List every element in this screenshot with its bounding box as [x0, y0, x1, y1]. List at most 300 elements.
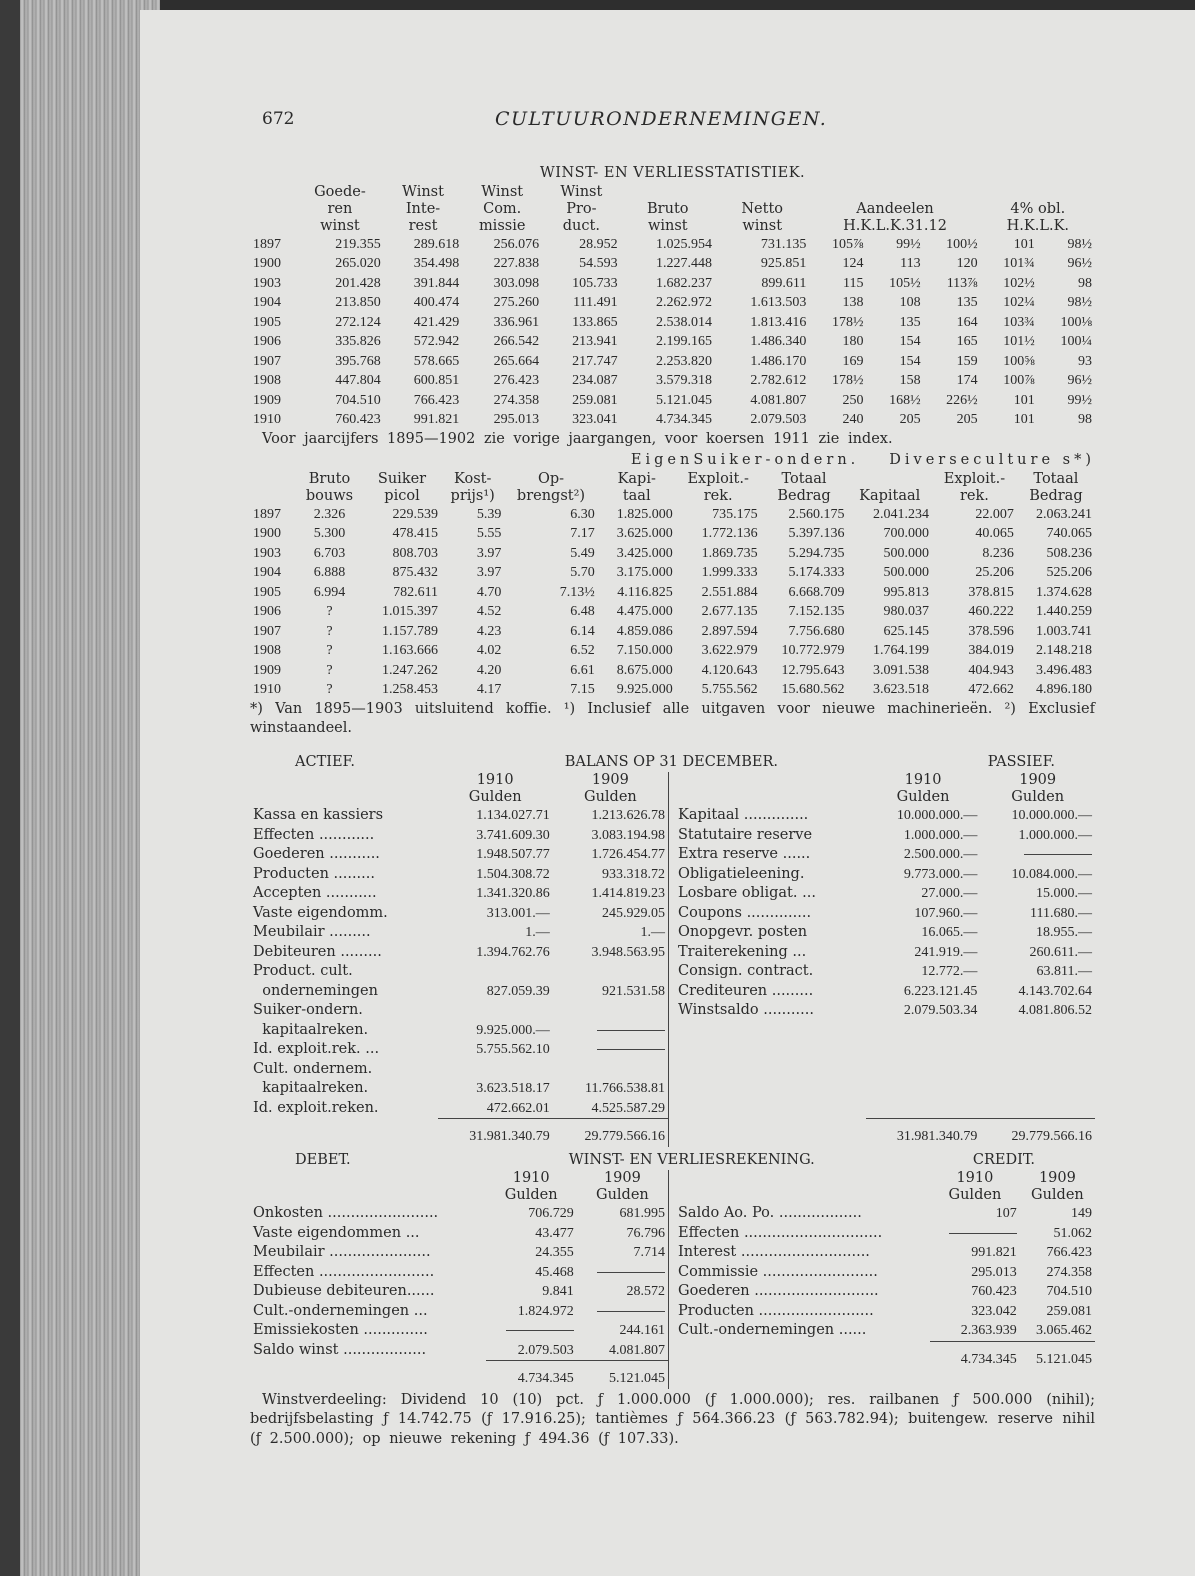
ledger-row	[250, 962, 668, 982]
amount-cell: 1.726.454.77	[591, 847, 665, 862]
amount-cell	[577, 1263, 668, 1283]
value-cell: 259.081	[572, 392, 618, 408]
value-cell: 219.355	[335, 236, 381, 252]
value-cell: 508.236	[1046, 545, 1092, 561]
amount-cell: 1.213.626.78	[591, 808, 665, 823]
amount-cell: 933.318.72	[602, 866, 665, 882]
value-cell: 336.961	[493, 314, 540, 330]
value-cell: 105⅞	[831, 236, 864, 252]
value-cell: 169	[842, 353, 864, 369]
unit-header: Gulden	[596, 1187, 649, 1203]
value-cell: 101	[1013, 412, 1035, 427]
value-cell: 6.48	[570, 604, 595, 619]
amount-cell: 766.423	[1046, 1245, 1092, 1260]
sugar-col-header: Op-	[537, 470, 565, 487]
value-cell: 295.013	[493, 412, 540, 427]
value-cell: 6.888	[313, 565, 346, 580]
unit-header: Gulden	[468, 789, 522, 805]
amount-cell: 4.143.702.64	[1018, 983, 1092, 999]
value-cell: 250	[842, 392, 864, 408]
value-cell: 6.30	[570, 506, 595, 522]
value-cell: 6.61	[570, 662, 595, 678]
sugar-col-header: Kost-	[454, 470, 492, 487]
stats-row	[250, 371, 1095, 391]
stats-col-header: Com.	[483, 200, 522, 217]
value-cell: 760.423	[335, 412, 381, 427]
sugar-col-header: Totaal	[1033, 470, 1079, 487]
ledger-row	[250, 826, 668, 846]
amount-cell: 16.065.—	[921, 925, 978, 940]
value-cell: 323.041	[572, 412, 618, 427]
value-cell: 201.428	[335, 275, 381, 291]
row-label: Accepten ...........	[253, 885, 377, 901]
value-cell: 22.007	[975, 506, 1014, 522]
unit-header: Gulden	[584, 789, 637, 805]
stats-col-header: winst	[647, 217, 688, 234]
amount-cell: 3.741.609.30	[476, 827, 550, 843]
ledger-row	[675, 904, 1095, 924]
year-cell: 1906	[253, 334, 281, 349]
amount-cell: 149	[1071, 1206, 1092, 1221]
sugar-col-header: Totaal	[781, 470, 827, 487]
amount-cell: 63.811.—	[1036, 964, 1092, 979]
value-cell: 2.253.820	[655, 353, 712, 369]
ledger-row	[675, 1001, 1095, 1021]
year-cell: 1910	[253, 412, 281, 427]
value-cell: 1.764.199	[873, 643, 930, 658]
value-cell: 354.498	[413, 256, 460, 271]
value-cell: 991.821	[413, 412, 460, 427]
year-cell: 1897	[253, 506, 281, 522]
value-cell: 6.994	[313, 584, 346, 600]
ledger-row	[675, 982, 1095, 1002]
total-1910: 31.981.340.79	[866, 1118, 981, 1146]
value-cell: 378.596	[968, 623, 1014, 639]
value-cell: 391.844	[413, 275, 460, 291]
row-label: Winstsaldo ...........	[678, 1002, 814, 1018]
row-label: Crediteuren .........	[678, 982, 814, 999]
value-cell: 4.17	[476, 682, 502, 697]
value-cell: 525.206	[1046, 565, 1092, 580]
value-cell: 25.206	[975, 565, 1014, 580]
amount-cell: 1.414.819.23	[591, 886, 665, 901]
sugar-col-header: Kapitaal	[859, 487, 921, 504]
row-label: Extra reserve ......	[678, 846, 811, 862]
value-cell: 3.97	[476, 565, 502, 580]
amount-cell: 4.525.587.29	[591, 1100, 665, 1116]
amount-cell: 5.755.562.10	[476, 1042, 550, 1057]
amount-cell: 28.572	[626, 1284, 665, 1299]
row-label: Onopgevr. posten	[678, 924, 808, 940]
value-cell: 472.662	[968, 682, 1014, 697]
value-cell: 1.613.503	[750, 295, 807, 310]
nil-dash	[597, 1030, 665, 1031]
ledger-row	[250, 1224, 668, 1244]
year-header: 1909	[1019, 772, 1057, 788]
stats-row	[250, 313, 1095, 333]
value-cell: 98½	[1067, 295, 1092, 310]
value-cell: 5.397.136	[788, 526, 845, 541]
stats-col-header: duct.	[562, 217, 600, 234]
value-cell: 875.432	[392, 565, 439, 580]
row-label: Statutaire reserve	[678, 826, 813, 843]
value-cell: 135	[956, 295, 978, 310]
value-cell: 275.260	[493, 295, 540, 310]
amount-cell: 51.062	[1053, 1225, 1092, 1241]
value-cell: 7.15	[570, 682, 595, 697]
value-cell: 8.236	[982, 545, 1014, 561]
total-row	[250, 1361, 668, 1389]
value-cell: 1.869.735	[701, 545, 758, 561]
amount-cell	[438, 962, 553, 982]
sugar-row	[250, 622, 1095, 642]
sugar-row	[250, 661, 1095, 681]
ledger-row	[250, 1321, 668, 1341]
ledger-row	[675, 826, 1095, 846]
amount-cell: 3.948.563.95	[591, 944, 665, 960]
value-cell: 4.475.000	[616, 604, 673, 619]
value-cell: 400.474	[413, 295, 460, 310]
value-cell: 213.941	[572, 334, 618, 349]
value-cell: 100⅝	[1003, 353, 1035, 369]
value-cell: 115	[843, 275, 864, 291]
book-page	[140, 10, 1195, 1576]
pnl-title: WINST- EN VERLIESREKENING.	[568, 1151, 815, 1168]
value-cell: 272.124	[335, 314, 381, 330]
value-cell: 274.358	[493, 392, 540, 408]
sugar-col-header: Bedrag	[777, 487, 831, 504]
row-label: Onkosten ........................	[253, 1205, 439, 1221]
amount-cell: 760.423	[971, 1284, 1017, 1299]
value-cell: 135	[899, 314, 921, 330]
stats-col-header: missie	[478, 217, 526, 234]
value-cell: 925.851	[760, 256, 807, 271]
stats-col-header: 4% obl.	[1010, 200, 1066, 217]
row-label: Cult.-ondernemingen ......	[678, 1322, 867, 1339]
amount-cell: 274.358	[1046, 1264, 1092, 1280]
sugar-col-header: Exploit.-	[943, 470, 1006, 487]
value-cell: 2.551.884	[701, 584, 758, 600]
year-header: 1909	[603, 1170, 641, 1186]
stats-col-header: Winst	[481, 183, 524, 200]
value-cell: 3.623.518	[873, 682, 930, 697]
value-cell: ?	[326, 623, 333, 639]
sugar-col-header: brengst²)	[516, 487, 586, 504]
amount-cell: 1.—	[640, 925, 665, 940]
year-cell: 1903	[253, 545, 281, 561]
year-header: 1909	[591, 772, 629, 788]
amount-cell: 1.—	[525, 925, 550, 940]
row-label: Kapitaal ..............	[678, 807, 809, 823]
row-label: Debiteuren .........	[253, 943, 382, 960]
amount-cell: 1.000.000.—	[903, 827, 978, 843]
amount-cell: 260.611.—	[1029, 944, 1092, 960]
value-cell: 2.262.972	[655, 295, 712, 310]
value-cell: 289.618	[413, 236, 460, 252]
ledger-row	[250, 1302, 668, 1322]
total-1910: 31.981.340.79	[438, 1119, 553, 1147]
ledger-row	[250, 1060, 668, 1080]
value-cell: 158	[899, 373, 921, 388]
value-cell: 113	[900, 256, 921, 271]
sugar-col-header: Bruto	[308, 470, 351, 487]
stats-col-header	[715, 184, 809, 201]
value-cell: 99½	[896, 236, 921, 252]
sugar-col-header	[847, 471, 932, 488]
value-cell: 378.815	[968, 584, 1014, 600]
nil-dash	[949, 1233, 1017, 1234]
row-label: Id. exploit.rek. ...	[253, 1041, 380, 1057]
ledger-row	[675, 943, 1095, 963]
row-label: Vaste eigendomm.	[253, 904, 388, 921]
stats-col-header: winst	[742, 217, 783, 234]
stats-note: Voor jaarcijfers 1895—1902 zie vorige jaargangen, voor koersen 1911 zie index.	[262, 430, 893, 447]
value-cell: 227.838	[493, 256, 540, 271]
value-cell: 1.825.000	[616, 506, 673, 522]
amount-cell: 6.223.121.45	[903, 983, 978, 999]
sugar-row	[250, 583, 1095, 603]
value-cell: 111.491	[573, 295, 618, 310]
value-cell: ?	[326, 662, 333, 678]
amount-cell: 1.134.027.71	[476, 808, 550, 823]
year-cell: 1908	[253, 373, 281, 388]
unit-header: Gulden	[948, 1187, 1002, 1203]
value-cell: 103¾	[1003, 314, 1035, 330]
value-cell: 7.152.135	[788, 604, 845, 619]
value-cell: 1.999.333	[701, 565, 758, 580]
ledger-row	[675, 1263, 1095, 1283]
value-cell: 808.703	[392, 545, 439, 561]
sugar-col-header: taal	[622, 487, 651, 504]
year-cell: 1903	[253, 275, 281, 291]
ledger-row	[250, 1282, 668, 1302]
value-cell: 5.55	[476, 526, 502, 541]
balance-heading	[250, 753, 1095, 773]
amount-cell: 12.772.—	[921, 964, 978, 979]
row-label: Cult. ondernem.	[253, 1060, 373, 1077]
value-cell: 704.510	[335, 392, 381, 408]
value-cell: 2.897.594	[701, 623, 758, 639]
year-cell: 1904	[253, 295, 281, 310]
year-cell: 1904	[253, 565, 281, 580]
ledger-row	[250, 1040, 668, 1060]
value-cell: 7.150.000	[616, 643, 673, 658]
stats-col-header: Inte-	[405, 200, 441, 217]
value-cell: 113⅞	[946, 275, 978, 291]
amount-cell: 991.821	[971, 1245, 1017, 1260]
amount-cell: 1.341.320.86	[476, 886, 550, 901]
row-label: Effecten ............	[253, 826, 375, 843]
year-cell: 1907	[253, 623, 281, 639]
value-cell: 404.943	[968, 662, 1014, 678]
value-cell: 180	[842, 334, 864, 349]
value-cell: 205	[899, 412, 921, 427]
value-cell: 102½	[1003, 275, 1035, 291]
sugar-table	[250, 471, 1095, 700]
year-cell: 1900	[253, 256, 281, 271]
amount-cell	[438, 1001, 553, 1021]
credit-table	[675, 1170, 1095, 1369]
value-cell: 100½	[946, 236, 978, 252]
value-cell: 168½	[889, 392, 921, 408]
amount-cell	[553, 1040, 668, 1060]
value-cell: 4.859.086	[616, 623, 673, 639]
amount-cell	[930, 1224, 1020, 1244]
value-cell: 2.677.135	[701, 604, 758, 619]
value-cell: 1.682.237	[655, 275, 712, 291]
stats-col-header: ren	[327, 200, 353, 217]
sugar-row	[250, 680, 1095, 700]
total-1909: 5.121.045	[577, 1361, 668, 1389]
row-label: Effecten ..............................	[678, 1224, 883, 1241]
value-cell: 100¼	[1060, 334, 1092, 349]
value-cell: 3.496.483	[1036, 662, 1092, 678]
ledger-row	[675, 1224, 1095, 1244]
amount-cell: 313.001.—	[486, 905, 550, 921]
row-label: Commissie .........................	[678, 1263, 878, 1280]
row-label: Suiker-ondern.	[253, 1002, 363, 1018]
value-cell: 120	[956, 256, 978, 271]
sugar-col-header: Suiker	[377, 470, 427, 487]
balance-left-label: ACTIEF.	[295, 753, 355, 770]
nil-dash	[1024, 854, 1092, 855]
row-label: Producten .........	[253, 865, 375, 882]
sugar-row	[250, 544, 1095, 564]
balance-title: BALANS OP 31 DECEMBER.	[564, 753, 778, 770]
amount-cell	[577, 1302, 668, 1322]
stats-row	[250, 235, 1095, 255]
value-cell: 1.163.666	[382, 643, 439, 658]
year-cell: 1909	[253, 392, 281, 408]
value-cell: 478.415	[392, 526, 439, 541]
value-cell: 460.222	[968, 604, 1014, 619]
value-cell: 1.258.453	[382, 682, 439, 697]
value-cell: 28.952	[579, 236, 618, 252]
value-cell: 4.52	[476, 604, 502, 619]
book-shadow	[0, 0, 20, 1576]
value-cell: 9.925.000	[616, 682, 673, 697]
value-cell: 1.025.954	[655, 236, 712, 252]
ledger-row	[250, 1021, 668, 1041]
row-label: Effecten .........................	[253, 1263, 435, 1280]
total-row	[675, 1341, 1095, 1369]
amount-cell: 1.000.000.—	[1018, 827, 1092, 843]
total-1909: 29.779.566.16	[553, 1119, 668, 1147]
row-label: Kassa en kassiers	[253, 807, 384, 823]
sugar-row	[250, 524, 1095, 544]
row-label: Meubilair .........	[253, 924, 371, 940]
value-cell: 4.896.180	[1036, 682, 1092, 697]
value-cell: 3.091.538	[873, 662, 930, 678]
value-cell: 174	[956, 373, 978, 388]
value-cell: 5.49	[570, 545, 595, 561]
value-cell: 7.17	[570, 526, 595, 541]
year-header: 1910	[476, 772, 514, 788]
ledger-row	[250, 943, 668, 963]
amount-cell: 323.042	[971, 1303, 1017, 1319]
sugar-col-header: prijs¹)	[450, 487, 495, 504]
value-cell: 54.593	[579, 256, 618, 271]
sugar-row	[250, 641, 1095, 661]
liabilities-table	[675, 772, 1095, 1146]
amount-cell: 4.081.806.52	[1018, 1003, 1092, 1018]
running-header	[250, 110, 1095, 138]
row-label: Obligatieleening.	[678, 865, 805, 882]
running-title: CULTUURONDERNEMINGEN.	[495, 108, 828, 130]
total-1910: 4.734.345	[486, 1361, 577, 1389]
value-cell: 782.611	[393, 584, 439, 600]
row-label: Dubieuse debiteuren......	[253, 1283, 435, 1299]
amount-cell: 241.919.—	[914, 944, 978, 960]
value-cell: 899.611	[761, 275, 807, 291]
sugar-row	[250, 505, 1095, 525]
unit-header: Gulden	[896, 789, 950, 805]
stats-col-header: Bruto	[647, 200, 689, 217]
ledger-row	[250, 1099, 668, 1119]
value-cell: 7.13½	[559, 584, 595, 600]
value-cell: 217.747	[572, 353, 618, 369]
value-cell: 980.037	[883, 604, 930, 619]
year-cell: 1905	[253, 584, 281, 600]
value-cell: 2.782.612	[750, 373, 807, 388]
ledger-row	[250, 884, 668, 904]
amount-cell	[553, 1021, 668, 1041]
amount-cell: 9.925.000.—	[476, 1022, 550, 1038]
row-label: Saldo Ao. Po. ..................	[678, 1205, 862, 1221]
value-cell: 2.063.241	[1036, 506, 1092, 522]
value-cell: 3.579.318	[655, 373, 712, 388]
ledger-row	[675, 1321, 1095, 1341]
row-label: Consign. contract.	[678, 963, 814, 979]
ledger-row	[675, 923, 1095, 943]
sugar-col-header: picol	[384, 487, 420, 504]
stats-col-header	[809, 184, 980, 201]
ledger-row	[250, 845, 668, 865]
value-cell: 735.175	[712, 506, 758, 522]
pnl-right-label: CREDIT.	[972, 1151, 1035, 1168]
value-cell: 1.486.340	[750, 334, 807, 349]
value-cell: 165	[956, 334, 978, 349]
amount-cell: 43.477	[535, 1225, 574, 1241]
value-cell: 124	[842, 256, 864, 271]
value-cell: 335.826	[335, 334, 381, 349]
value-cell: 159	[956, 353, 978, 369]
total-1910: 4.734.345	[930, 1341, 1020, 1369]
stats-col-header: Pro-	[566, 200, 597, 217]
amount-cell	[553, 1060, 668, 1080]
value-cell: 4.081.807	[750, 392, 807, 408]
value-cell: 500.000	[883, 545, 930, 561]
stats-col-header: Winst	[402, 183, 444, 200]
value-cell: 100⅞	[1003, 373, 1035, 388]
row-label: Id. exploit.reken.	[253, 1099, 379, 1116]
year-cell: 1906	[253, 604, 281, 619]
amount-cell: 4.081.807	[609, 1342, 665, 1358]
value-cell: 600.851	[413, 373, 460, 388]
stats-title: WINST- EN VERLIESSTATISTIEK.	[539, 165, 806, 181]
value-cell: 4.70	[476, 584, 502, 600]
value-cell: 625.145	[883, 623, 930, 639]
value-cell: 4.734.345	[655, 412, 712, 427]
ledger-row	[250, 1243, 668, 1263]
value-cell: 40.065	[975, 526, 1014, 541]
value-cell: 178½	[831, 373, 864, 388]
year-cell: 1897	[253, 236, 281, 252]
ledger-row	[675, 865, 1095, 885]
sugar-col-header: Kapi-	[617, 470, 656, 487]
value-cell: 10.772.979	[781, 643, 845, 658]
page-number: 672	[262, 109, 295, 129]
